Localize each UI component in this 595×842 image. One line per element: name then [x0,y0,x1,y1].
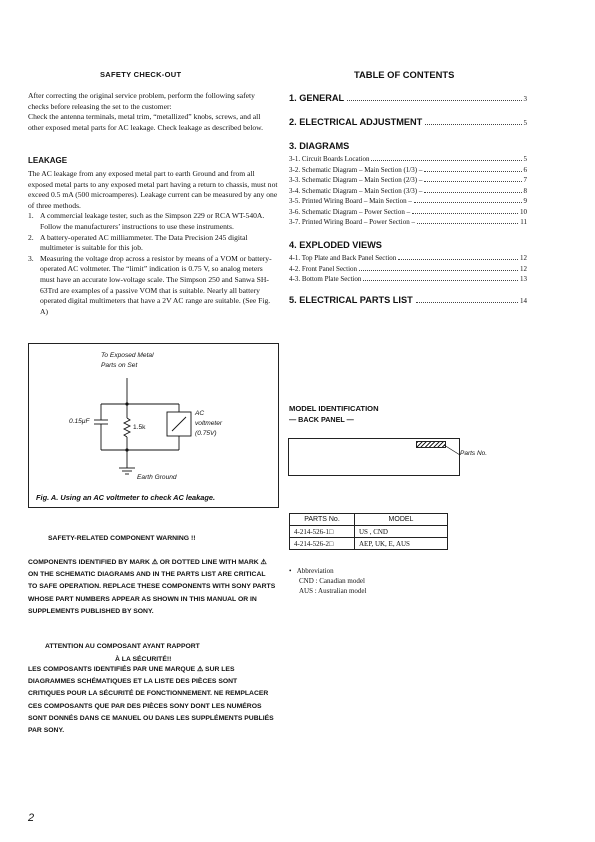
list-item: 2. A battery-operated AC milliammeter. The Data Precision 245 digital multimeter is suitable for this job. [28,232,248,253]
bottom-junction [125,448,128,451]
abbreviation-block [289,566,366,596]
toc-item[interactable]: 3-6. Schematic Diagram – Power Section – 10 [289,208,527,216]
col-header-model: MODEL [355,514,448,526]
meter-needle [172,417,186,431]
toc-title: TABLE OF CONTENTS [354,69,455,80]
toc-item[interactable]: 4-1. Top Plate and Back Panel Section 12 [289,254,527,262]
leakage-method-list [28,211,278,317]
meter-label-3: (0.75V) [195,430,217,437]
toc-item[interactable]: 3-1. Circuit Boards Location 5 [289,155,527,163]
parts-no-cell: 4-214-526-2□ [290,538,355,550]
leakage-test-circuit [29,344,278,507]
toc-item[interactable]: 3-3. Schematic Diagram – Main Section (2/3) – 7 [289,176,527,184]
leakage-intro: The AC leakage from any exposed metal part to earth Ground and from all exposed metal parts to any exposed metal part having a return to chassis, must not exceed 0.5 mA (500 microamperes). Leakage current can be measured by any one of three methods. [28,169,278,210]
safety-warning-text: COMPONENTS IDENTIFIED BY MARK ⚠ OR DOTTED LINE WITH MARK ⚠ ON THE SCHEMATIC DIAGRAMS AND IN THE PARTS LIST ARE CRITICAL TO SAFE OPERATION. REPLACE THESE COMPONENTS WITH SONY PARTS WHOSE PART NUMBERS APPEAR AS SHOWN IN THIS MANUAL OR IN SUPPLEMENTS PUBLISHED BY SONY. [28,559,276,615]
list-item: 1. A commercial leakage tester, such as the Simpson 229 or RCA WT-540A. Follow the manufacturers’ instructions to use these instruments. [28,211,265,231]
leakage-body [28,169,278,317]
resistor [124,418,130,437]
abbreviation-title: Abbreviation [296,567,334,575]
meter-label-1: AC [195,410,205,417]
list-item: 3. Measuring the voltage drop across a resistor by means of a VOM or battery-operated AC voltmeter. The “limit” indication is 0.75 V, so analog meters must have an accurate low-voltage scale. The Simpson 250 and Sanwa SH-63Trd are examples of a passive VOM that is suitable. Nearly all battery operated digital multimeters that have a 2V AC range are suitable. (See Fig. A) [28,253,272,316]
toc-section-exploded-views[interactable]: 4. EXPLODED VIEWS [289,240,382,250]
safety-warning-title: SAFETY-RELATED COMPONENT WARNING !! [48,535,196,542]
toc-item[interactable]: 3-4. Schematic Diagram – Main Section (3/3) – 8 [289,187,527,195]
french-warning-text: LES COMPOSANTS IDENTIFIÉS PAR UNE MARQUE ⚠ SUR LES DIAGRAMMES SCHÉMATIQUES ET LA LISTE DES PIÈCES SONT CRITIQUES POUR LA SÉCURITÉ DE FONCTIONNEMENT. NE REMPLACER CES COMPOSANTS QUE PAR DES PIÈCES SONY DONT LES NUMÉROS SONT DONNÉS DANS CE MANUEL OU DANS LES SUPPLÉMENTS PUBLIÉS PAR SONY. [28,666,274,735]
page-number: 2 [28,812,35,824]
toc-item[interactable]: 4-3. Bottom Plate Section 13 [289,275,527,283]
toc-item[interactable]: 4-2. Front Panel Section 12 [289,265,527,273]
leakage-title: LEAKAGE [28,156,68,165]
toc-section-general[interactable]: 1. GENERAL 3 [289,93,527,103]
earth-ground-label: Earth Ground [137,474,177,481]
model-identification-title: MODEL IDENTIFICATION [289,404,379,413]
resistor-label: 1.5k [133,424,146,431]
exposed-metal-label-1: To Exposed Metal [101,352,154,359]
abbreviation-item: CND : Canadian model [299,577,365,585]
toc-item[interactable]: 3-7. Printed Wiring Board – Power Section – 11 [289,218,527,226]
toc-item[interactable]: 3-5. Printed Wiring Board – Main Section – 9 [289,197,527,205]
french-warning-title-2: À LA SÉCURITÉ!! [115,656,172,663]
model-table [289,513,448,550]
table-header-row [290,514,448,526]
meter-label-2: voltmeter [195,420,223,427]
top-junction [125,402,128,405]
figure-caption: Fig. A. Using an AC voltmeter to check AC leakage. [36,493,216,502]
table-row [290,538,448,550]
table-row [290,526,448,538]
toc-section-parts-list[interactable]: 5. ELECTRICAL PARTS LIST 14 [289,295,527,305]
toc-section-electrical-adjustment[interactable]: 2. ELECTRICAL ADJUSTMENT 5 [289,117,527,127]
toc-item[interactable]: 3-2. Schematic Diagram – Main Section (1/3) – 6 [289,166,527,174]
parts-no-label: Parts No. [460,450,488,457]
safety-intro: After correcting the original service problem, perform the following safety checks before releasing the set to the customer: Check the antenna terminals, metal trim, “metallized” knobs, screws, and all other exposed metal parts for AC leakage. Check leakage as described below. [28,91,264,132]
abbreviation-item: AUS : Australian model [299,587,367,595]
col-header-parts-no: PARTS No. [290,514,355,526]
french-warning-title-1: ATTENTION AU COMPOSANT AYANT RAPPORT [45,643,200,650]
figure-a-box [28,343,279,508]
model-cell: AEP, UK, E, AUS [355,538,448,550]
parts-no-cell: 4-214-526-1□ [290,526,355,538]
toc-section-diagrams[interactable]: 3. DIAGRAMS [289,141,350,151]
exposed-metal-label-2: Parts on Set [101,362,138,369]
back-panel-label: — BACK PANEL — [289,415,354,424]
safety-checkout-title: SAFETY CHECK-OUT [100,70,182,79]
model-cell: US , CND [355,526,448,538]
bullet-icon: • [289,567,297,575]
capacitor-label: 0.15μF [69,418,90,425]
